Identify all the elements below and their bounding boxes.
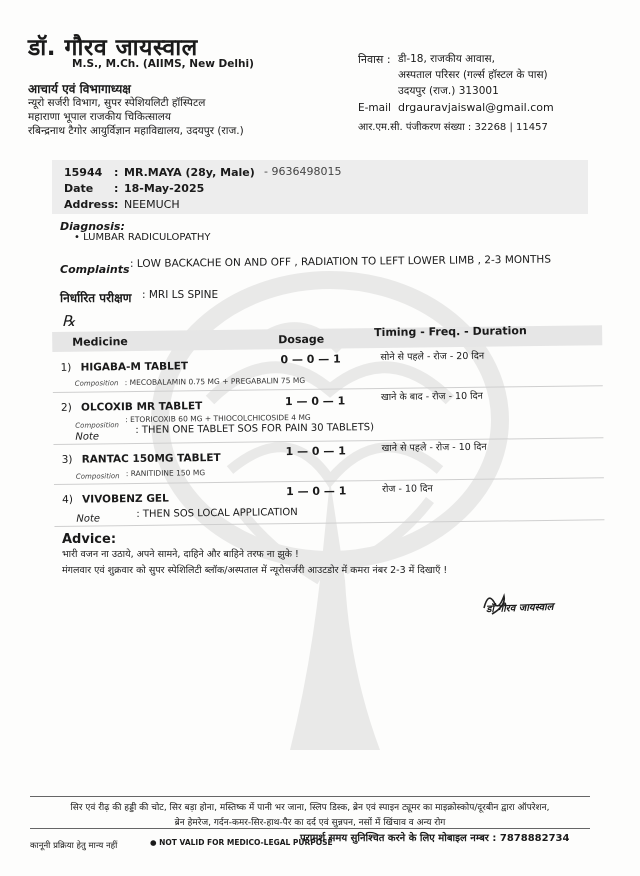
composition-value: : MECOBALAMIN 0.75 MG + PREGABALIN 75 MG — [124, 375, 306, 388]
hospital-line: महाराणा भूपाल राजकीय चिकित्सालय — [28, 111, 171, 123]
patient-id: 15944 — [64, 166, 103, 179]
row-number: 2) — [60, 401, 72, 414]
dosage-value: 0 — 0 — 1 — [280, 352, 341, 367]
row-number: 4) — [62, 493, 74, 506]
row-number: 1) — [60, 361, 72, 374]
row-number: 3) — [61, 453, 73, 466]
investigations-text: : MRI LS SPINE — [142, 289, 219, 301]
patient-name: MR.MAYA (28y, Male) — [124, 166, 255, 179]
medicine-name: OLCOXIB MR TABLET — [80, 400, 203, 414]
advice-line: मंगलवार एवं शुक्रवार को सुपर स्पेशिलिटी ब्लॉक/अस्पताल में न्यूरोसर्जरी आउटडोर में कमरा नंबर 2-3 में दिखाएँ ! — [62, 565, 448, 576]
legal-disclaimer-hindi: कानूनी प्रक्रिया हेतु मान्य नहीं — [30, 841, 118, 851]
timing-value: सोने से पहले - रोज - 20 दिन — [380, 350, 485, 363]
address-label: Address — [64, 198, 115, 211]
dosage-value: 1 — 0 — 1 — [285, 444, 346, 459]
medicine-table — [52, 317, 607, 534]
investigations-label: निर्धारित परीक्षण — [60, 291, 132, 305]
note-value: : THEN ONE TABLET SOS FOR PAIN 30 TABLETS) — [135, 422, 375, 436]
composition-value: : ETORICOXIB 60 MG + THIOCOLCHICOSIDE 4 MG — [125, 412, 311, 425]
medicine-name: HIGABA-M TABLET — [80, 360, 189, 374]
dosage-value: 1 — 0 — 1 — [285, 484, 347, 499]
separator: : — [114, 182, 119, 195]
medicine-name: RANTAC 150MG TABLET — [81, 451, 221, 466]
diagnosis-item: • LUMBAR RADICULOPATHY — [74, 232, 211, 243]
doctor-designation: आचार्य एवं विभागाध्यक्ष — [28, 82, 131, 96]
complaints-text: : LOW BACKACHE ON AND OFF , RADIATION TO LEFT LOWER LIMB , 2-3 MONTHS — [129, 253, 552, 270]
patient-address: NEEMUCH — [124, 198, 180, 211]
separator: : — [114, 198, 119, 211]
appointment-mobile: परामर्श समय सुनिश्चित करने के लिए मोबाइल नम्बर : 7878882734 — [300, 833, 570, 844]
composition-label: Composition — [75, 472, 120, 481]
footer-divider — [30, 796, 590, 797]
separator: : — [114, 166, 119, 179]
diagnosis-text: LUMBAR RADICULOPATHY — [83, 232, 211, 243]
note-label: Note — [75, 431, 100, 443]
visit-date: 18-May-2025 — [124, 182, 205, 195]
composition-value: : RANITIDINE 150 MG — [125, 468, 206, 479]
footer-services-line: सिर एवं रीढ़ की हड्डी की चोट, सिर बड़ा होना, मस्तिष्क में पानी भर जाना, स्लिप डिस्क, ब्रेन एवं स्पाइन ट्यूमर का माइक्रोस्कोप/दूरबीन द्वारा ऑपरेशन, — [70, 803, 550, 813]
note-value: : THEN SOS LOCAL APPLICATION — [136, 507, 298, 520]
composition-label: Composition — [75, 421, 120, 430]
timing-value: रोज - 10 दिन — [381, 483, 433, 495]
footer-divider — [30, 828, 590, 829]
advice-label: Advice: — [62, 532, 117, 547]
doctor-degrees: M.S., M.Ch. (AIIMS, New Delhi) — [72, 58, 254, 70]
doctor-name: डॉ. गौरव जायस्वाल — [28, 35, 198, 61]
department-line: न्यूरो सर्जरी विभाग, सुपर स्पेशियलिटी हॉस्पिटल — [28, 97, 206, 109]
advice-line: भारी वजन ना उठाये, अपने सामने, दाहिने और बाहिने तरफ ना झुके ! — [62, 549, 299, 560]
email-label: E-mail — [358, 102, 391, 114]
address-line: अस्पताल परिसर (गर्ल्स हॉस्टल के पास) — [398, 69, 548, 81]
date-label: Date — [64, 182, 94, 195]
header-timing: Timing - Freq. - Duration — [374, 324, 527, 340]
legal-disclaimer-english: ● NOT VALID FOR MEDICO-LEGAL PURPOSE — [150, 838, 333, 847]
email-address: drgauravjaiswal@gmail.com — [398, 101, 554, 114]
rx-icon: ℞ — [62, 312, 76, 330]
timing-value: खाने से पहले - रोज - 10 दिन — [381, 441, 487, 454]
patient-phone: - 9636498015 — [264, 165, 342, 178]
doctor-signature: डॉ गौरव जायस्वाल — [485, 601, 554, 616]
address-line: उदयपुर (राज.) 313001 — [398, 85, 499, 97]
dosage-value: 1 — 0 — 1 — [284, 394, 346, 409]
college-line: रबिन्द्रनाथ टैगोर आयुर्विज्ञान महाविद्यालय, उदयपुर (राज.) — [28, 125, 244, 137]
residence-label: निवास : — [358, 53, 391, 66]
complaints-label: Complaints — [60, 263, 130, 276]
timing-value: खाने के बाद - रोज - 10 दिन — [380, 390, 483, 403]
patient-info-box — [52, 160, 588, 214]
diagnosis-label: Diagnosis: — [60, 220, 125, 233]
table-header — [52, 325, 602, 352]
registration-number: आर.एम.सी. पंजीकरण संख्या : 32268 | 11457 — [358, 122, 548, 133]
header-dosage: Dosage — [278, 332, 325, 347]
address-line: डी-18, राजकीय आवास, — [398, 53, 495, 65]
medicine-name: VIVOBENZ GEL — [82, 492, 169, 506]
row-divider — [54, 519, 604, 527]
footer-services-line: ब्रेन हेमरेज, गर्दन-कमर-सिर-हाथ-पैर का दर्द एवं सुन्नपन, नसों में खिंचाव व अन्य रोग — [174, 818, 446, 828]
note-label: Note — [76, 513, 101, 525]
composition-label: Composition — [74, 379, 119, 388]
header-medicine: Medicine — [72, 335, 128, 349]
